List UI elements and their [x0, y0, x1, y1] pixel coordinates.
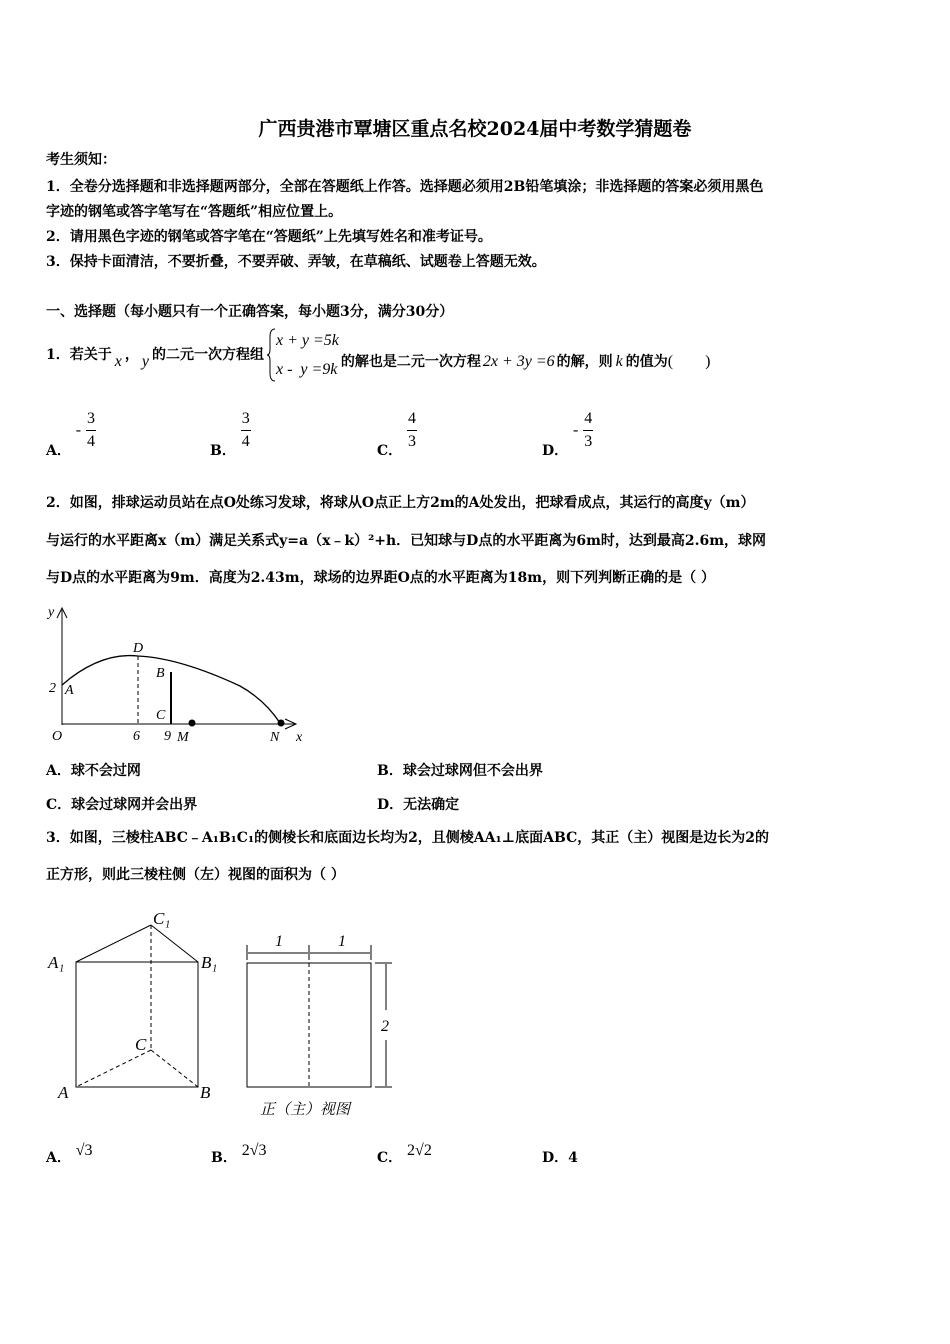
brace-icon	[266, 327, 276, 383]
option-sign: -	[75, 421, 82, 439]
label-b: B	[200, 1083, 211, 1102]
var-x: x	[114, 353, 122, 370]
q1-option-a[interactable]	[46, 410, 96, 459]
denominator: 4	[86, 433, 95, 450]
option-label: D．	[542, 442, 569, 459]
denominator: 3	[408, 433, 417, 450]
question-1	[46, 326, 710, 384]
option-value: 2√2	[407, 1142, 432, 1159]
equation-system	[266, 326, 339, 384]
notice-item: 2．请用黑色字迹的钢笔或答字笔在“答题纸”上先填写姓名和准考证号。	[46, 229, 492, 245]
var-k: k	[615, 353, 623, 370]
question-2-line: 与D点的水平距离为9m．高度为2.43m，球场的边界距O点的水平距离为18m，则下列判断正确的是（ ）	[46, 570, 715, 586]
edge	[151, 925, 198, 962]
var-y: y	[141, 353, 149, 370]
option-value: 4	[568, 1150, 578, 1166]
q1-text: 的解，则	[556, 354, 613, 370]
question-2-line: 2．如图，排球运动员站在点O处练习发球，将球从O点正上方2m的A处发出，把球看成点，其运行的高度y（m）	[46, 495, 755, 511]
label-y: y	[48, 605, 55, 620]
q1-option-d[interactable]	[542, 410, 593, 459]
q2-option-b[interactable]: B．球会过球网但不会出界	[377, 763, 543, 779]
denominator: 4	[241, 433, 250, 450]
option-label: B．	[210, 442, 236, 459]
label-c1: C₁	[153, 909, 171, 928]
q3-option-b[interactable]	[211, 1140, 267, 1166]
option-label: A．	[46, 1150, 71, 1166]
label-c: C	[156, 708, 166, 723]
q1-text: 的值为	[625, 354, 668, 370]
fraction	[241, 410, 251, 451]
q3-option-a[interactable]	[46, 1140, 93, 1166]
label-o: O	[52, 729, 63, 744]
point-m	[189, 720, 196, 727]
label-6: 6	[133, 729, 140, 744]
q2-option-a[interactable]: A．球不会过网	[46, 763, 141, 779]
page-title: 广西贵港市覃塘区重点名校2024届中考数学猜题卷	[258, 118, 692, 140]
q1-option-c[interactable]	[377, 410, 417, 459]
numerator: 4	[584, 410, 593, 427]
point-n	[278, 720, 285, 727]
edge	[76, 925, 151, 962]
label-m: M	[177, 730, 189, 745]
option-label: A．	[46, 442, 71, 459]
q2-option-d[interactable]: D．无法确定	[377, 797, 460, 813]
option-sign: -	[573, 421, 579, 439]
hidden-edge	[76, 1050, 151, 1087]
label-a1: A₁	[48, 953, 65, 972]
q3-option-d[interactable]	[542, 1147, 578, 1167]
option-value: √3	[75, 1142, 93, 1159]
q1-option-b[interactable]	[210, 410, 251, 459]
notice-item: 1．全卷分选择题和非选择题两部分，全部在答题纸上作答。选择题必须用2B铅笔填涂；非选择题的答案必须用黑色	[46, 179, 764, 195]
answer-blank: ( )	[667, 353, 711, 370]
notice-item: 字迹的钢笔或答字笔写在“答题纸”相应位置上。	[46, 204, 343, 220]
trajectory-figure	[40, 600, 320, 750]
label-9: 9	[164, 729, 171, 744]
option-label: D．	[542, 1150, 569, 1166]
denominator: 3	[584, 433, 593, 450]
label-a: A	[65, 683, 74, 698]
section-heading: 一、选择题（每小题只有一个正确答案，每小题3分，满分30分）	[46, 304, 454, 320]
label-width-1: 1	[275, 933, 283, 950]
equation-3: 2x + 3y =6	[482, 353, 555, 370]
q1-text: 的解也是二元一次方程	[340, 354, 481, 370]
q1-comma: ，	[124, 347, 139, 363]
option-value: 2√3	[241, 1142, 267, 1159]
fraction	[407, 410, 417, 451]
question-3-line: 3．如图，三棱柱ABC﹣A₁B₁C₁的侧棱长和底面边长均为2，且侧棱AA₁⊥底面ABC，其正（主）视图是边长为2的	[46, 830, 769, 846]
numerator: 3	[241, 410, 250, 427]
label-d: D	[133, 641, 144, 656]
equation-2: x - y =9k	[275, 361, 338, 378]
q1-text: 1．若关于	[46, 347, 112, 363]
label-a: A	[58, 1083, 69, 1102]
numerator: 3	[86, 410, 95, 427]
question-2-line: 与运行的水平距离x（m）满足关系式y=a（x﹣k）²+h．已知球与D点的水平距离为6m时，达到最高2.6m，球网	[46, 533, 767, 549]
label-x: x	[296, 730, 303, 745]
hidden-edge	[151, 1050, 198, 1087]
prism-figure	[40, 900, 420, 1130]
label-c: C	[135, 1035, 147, 1054]
option-label: C．	[377, 1150, 403, 1166]
prism-face	[76, 962, 198, 1087]
q3-option-c[interactable]	[377, 1140, 432, 1166]
option-label: C．	[377, 442, 403, 459]
fraction	[86, 410, 96, 451]
question-3-line: 正方形，则此三棱柱侧（左）视图的面积为（ ）	[46, 867, 345, 883]
option-label: B．	[211, 1150, 237, 1166]
label-width-2: 1	[338, 933, 346, 950]
figure-caption: 正（主）视图	[260, 1100, 351, 1118]
q2-option-c[interactable]: C．球会过球网并会出界	[46, 797, 198, 813]
label-b1: B₁	[201, 953, 218, 972]
notice-heading: 考生须知：	[46, 152, 116, 168]
notice-item: 3．保持卡面清洁，不要折叠，不要弄破、弄皱，在草稿纸、试题卷上答题无效。	[46, 254, 546, 270]
label-b: B	[156, 666, 165, 681]
label-height: 2	[381, 1018, 389, 1035]
numerator: 4	[408, 410, 417, 427]
q1-text: 的二元一次方程组	[151, 347, 264, 363]
label-2: 2	[49, 681, 56, 696]
fraction	[583, 410, 593, 451]
equation-1: x + y =5k	[275, 332, 339, 349]
label-n: N	[270, 730, 280, 745]
